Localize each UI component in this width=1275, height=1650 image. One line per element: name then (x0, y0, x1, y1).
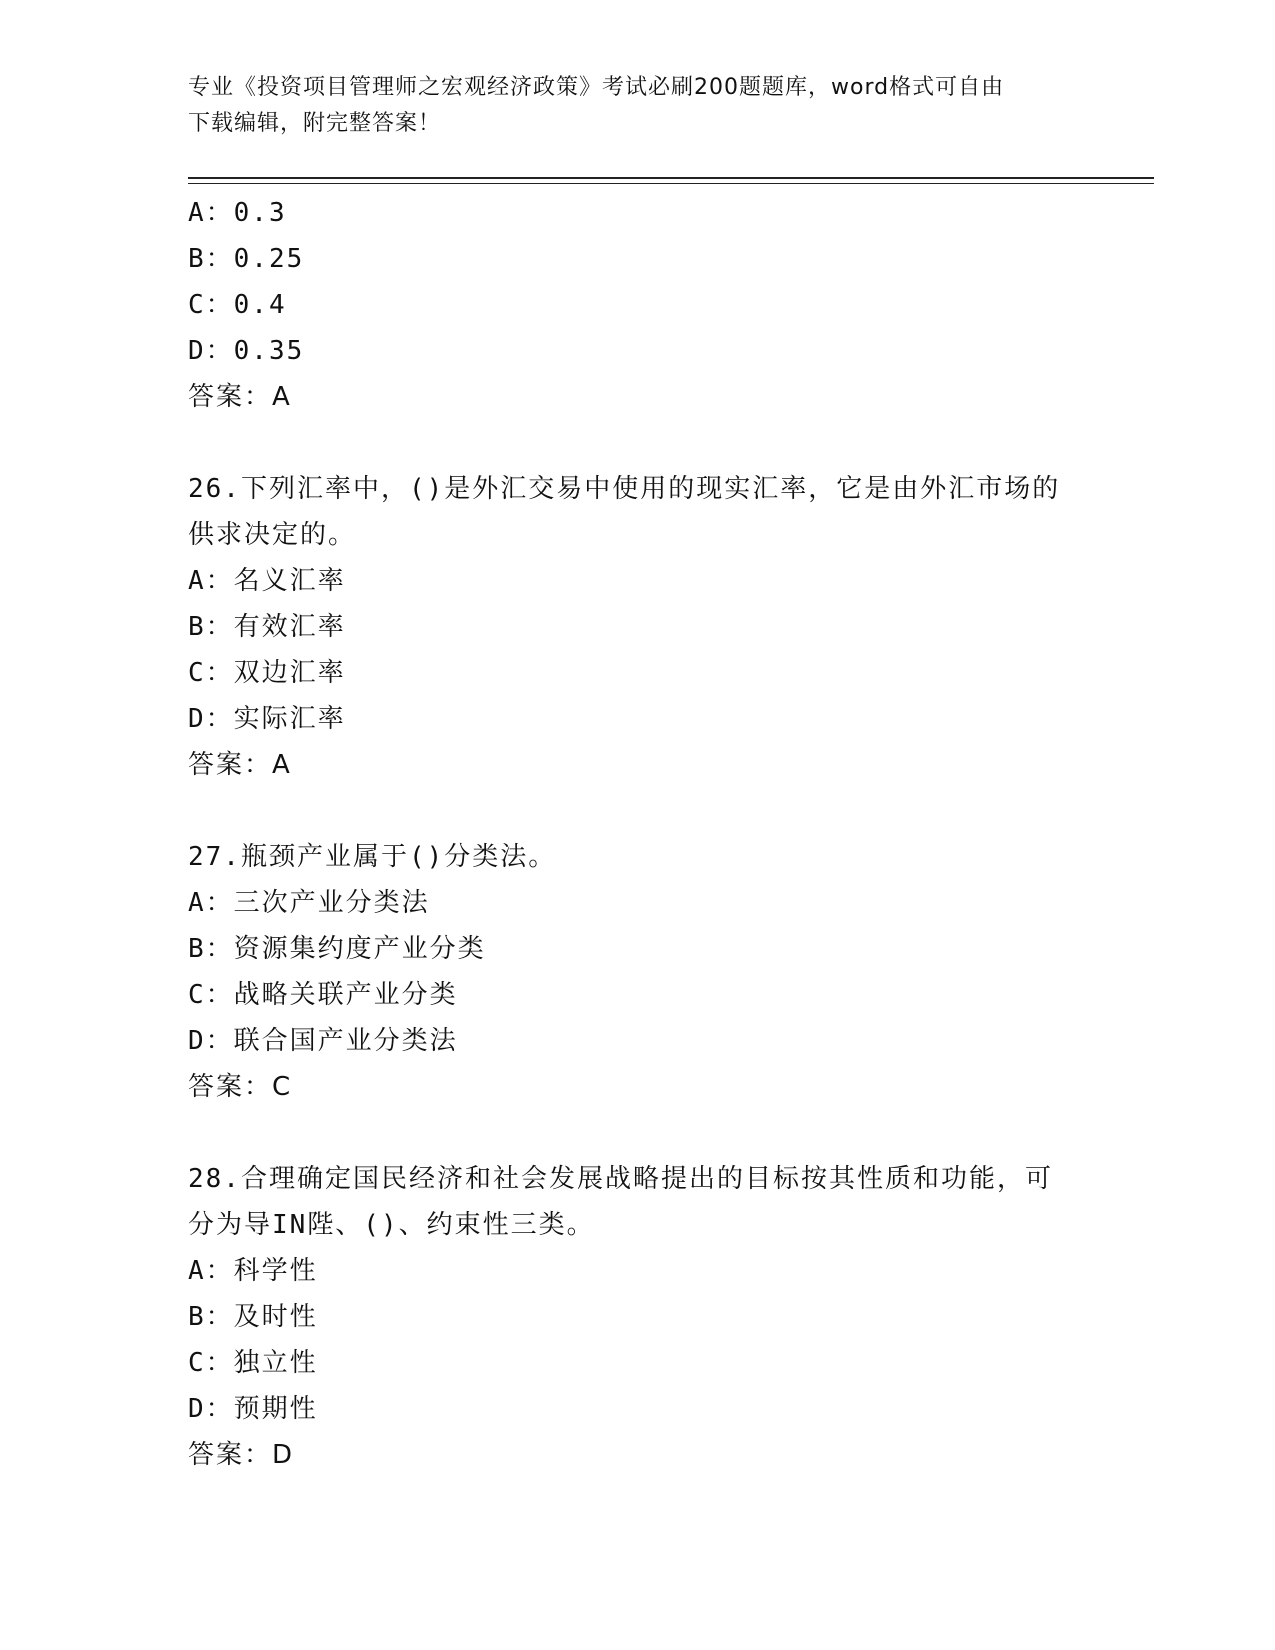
question-stem-line-1: 28.合理确定国民经济和社会发展战略提出的目标按其性质和功能，可 (188, 1164, 1053, 1194)
option-c: C：双边汇率 (188, 658, 346, 688)
spacer (188, 420, 1088, 466)
answer-line: 答案：C (188, 1072, 293, 1102)
spacer (188, 788, 1088, 834)
option-a: A：三次产业分类法 (188, 888, 430, 918)
question-26 (188, 466, 1088, 788)
option-c: C：战略关联产业分类 (188, 980, 458, 1010)
header-divider-thin (188, 183, 1154, 184)
option-d: D：联合国产业分类法 (188, 1026, 458, 1056)
spacer (188, 1110, 1088, 1156)
question-content (188, 190, 1088, 1478)
option-d: D：0.35 (188, 336, 305, 366)
question-28 (188, 1156, 1088, 1478)
document-header (188, 70, 1088, 142)
option-b: B：及时性 (188, 1302, 318, 1332)
option-b: B：0.25 (188, 244, 305, 274)
option-a: A：科学性 (188, 1256, 318, 1286)
header-divider-thick (188, 177, 1154, 179)
answer-line: 答案：A (188, 750, 292, 780)
header-line-2: 下载编辑，附完整答案！ (188, 111, 442, 136)
option-b: B：有效汇率 (188, 612, 346, 642)
option-c: C：独立性 (188, 1348, 318, 1378)
answer-line: 答案：A (188, 382, 292, 412)
option-a: A：0.3 (188, 198, 287, 228)
question-25 (188, 190, 1088, 420)
question-stem-line-1: 26.下列汇率中，()是外汇交易中使用的现实汇率，它是由外汇市场的 (188, 474, 1061, 504)
header-line-1: 专业《投资项目管理师之宏观经济政策》考试必刷200题题库，word格式可自由 (188, 75, 1005, 100)
question-stem-line-1: 27.瓶颈产业属于()分类法。 (188, 842, 557, 872)
option-d: D：预期性 (188, 1394, 318, 1424)
option-b: B：资源集约度产业分类 (188, 934, 486, 964)
question-stem-line-2: 分为导IN陛、()、约束性三类。 (188, 1210, 595, 1240)
question-27 (188, 834, 1088, 1110)
option-c: C：0.4 (188, 290, 287, 320)
option-d: D：实际汇率 (188, 704, 346, 734)
question-stem-line-2: 供求决定的。 (188, 520, 357, 550)
answer-line: 答案：D (188, 1440, 295, 1470)
option-a: A：名义汇率 (188, 566, 346, 596)
